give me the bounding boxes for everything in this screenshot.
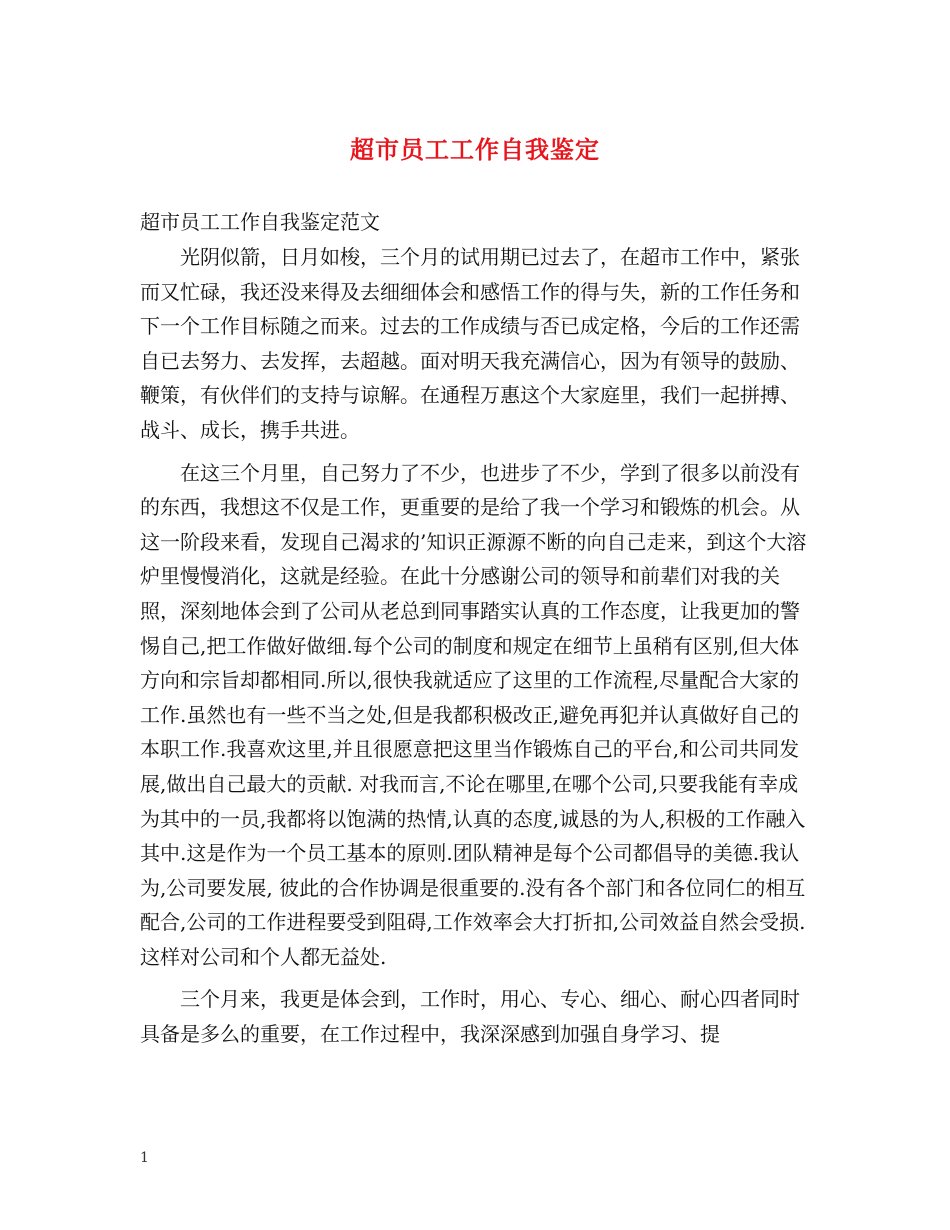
paragraph-2: 在这三个月里，自己努力了不少，也进步了不少，学到了很多以前没有的东西，我想这不仅是工作，更重要的是给了我一个学习和锻炼的机会。从这一阶段来看，发现自己渴求的’知识正源源不断的向自己走来，到这个大溶炉里慢慢消化，这就是经验。在此十分感谢公司的领导和前辈们对我的关照，深刻地体会到了公司从老总到同事踏实认真的工作态度，让我更加的警惕自己,把工作做好做细.每个公司的制度和规定在细节上虽稍有区别,但大体方向和宗旨却都相同.所以,很快我就适应了这里的工作流程,尽量配合大家的工作.虽然也有一些不当之处,但是我都积极改正,避免再犯并认真做好自己的本职工作.我喜欢这里,并且很愿意把这里当作锻炼自己的平台,和公司共同发展,做出自己最大的贡献. 对我而言,不论在哪里,在哪个公司,只要我能有幸成为其中的一员,我都将以饱满的热情,认真的态度,诚恳的为人,积极的工作融入其中.这是作为一个员工基本的原则.团队精神是每个公司都倡导的美德.我认为,公司要发展, 彼此的合作协调是很重要的.没有各个部门和各位同仁的相互配合,公司的工作进程要受到阻碍,工作效率会大打折扣,公司效益自然会受损.这样对公司和个人都无益处. <box>140 460 807 969</box>
page-number: 1 <box>140 1150 149 1166</box>
paragraph-1: 光阴似箭，日月如梭，三个月的试用期已过去了，在超市工作中，紧张而又忙碌，我还没来得及去细细体会和感悟工作的得与失，新的工作任务和下一个工作目标随之而来。过去的工作成绩与否已成定格，今后的工作还需自已去努力、去发挥，去超越。面对明天我充满信心，因为有领导的鼓励、鞭策，有伙伴们的支持与谅解。在通程万惠这个大家庭里，我们一起拼搏、战斗、成长，携手共进。 <box>140 245 800 442</box>
paragraph-3: 三个月来，我更是体会到，工作时，用心、专心、细心、耐心四者同时具备是多么的重要，在工作过程中，我深深感到加强自身学习、提 <box>140 987 800 1047</box>
document-title: 超市员工工作自我鉴定 <box>350 135 600 164</box>
document-subtitle: 超市员工工作自我鉴定范文 <box>140 210 380 234</box>
document-body <box>140 240 816 1060</box>
